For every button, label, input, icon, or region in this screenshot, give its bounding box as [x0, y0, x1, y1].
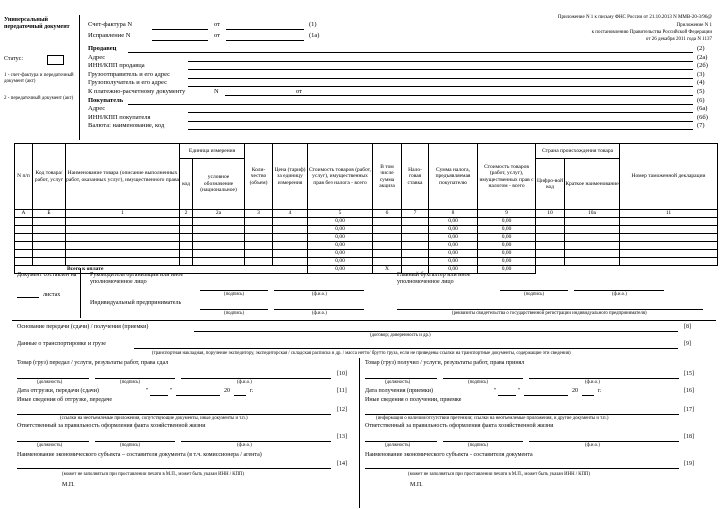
handed-fio-field[interactable] [181, 378, 331, 379]
table-cell[interactable] [536, 234, 565, 242]
table-cell[interactable]: 0,00 [308, 226, 373, 234]
header-field-code: (6а) [697, 105, 708, 113]
ip-label: Индивидуальный предприниматель [90, 300, 182, 306]
head-org-label: Руководитель организации или иное уполномоченное лицо [90, 272, 184, 285]
ship-year-suffix: г. [250, 388, 254, 394]
appendix-note-1: Приложение N 1 к письму ФНС России от 21.10.2013 N ММВ-20-3/96@ [557, 15, 712, 20]
receive-other-code: [17] [684, 407, 694, 413]
table-row [15, 258, 718, 266]
receive-other-note: (информация о наличии/отсутствии претензии; ссылки на неотъемлемые приложения, и другие документы и т.п.) [376, 416, 609, 421]
table-cell[interactable] [402, 242, 429, 250]
table-cell[interactable] [402, 258, 429, 266]
appendix-note-4: от 26 декабря 2011 года N 1137 [645, 37, 712, 42]
entity-left-code: [14] [337, 461, 347, 467]
chief-acc-label: Главный бухгалтер или иное уполномоченное лицо [397, 272, 471, 285]
header-field-label: Продавец [88, 45, 117, 52]
invoice-number-field[interactable] [152, 29, 208, 30]
total-cost-wo-tax: 0,00 [308, 266, 373, 274]
table-cell[interactable]: 0,00 [308, 250, 373, 258]
table-cell[interactable] [536, 258, 565, 266]
table-cell[interactable] [33, 242, 66, 250]
table-cell[interactable] [33, 258, 66, 266]
ship-other-field[interactable] [17, 414, 331, 415]
received-fio-field[interactable] [529, 378, 679, 379]
col-num-11: 11 [620, 210, 718, 218]
header-field-code: (6б) [697, 113, 708, 121]
ship-other-note: (ссылки на неотъемлемые приложения, сопутствующие документы, иные документы и т.п.) [60, 416, 248, 421]
table-cell[interactable] [15, 226, 33, 234]
entity-left-note: (может не заполняться при проставлении печати в М.П., может быть указан ИНН / КПП) [62, 472, 244, 477]
table-cell[interactable] [66, 218, 180, 226]
th-name: Наименование товара (описание выполненных работ, оказанных услуг), имущественного права [66, 144, 180, 210]
table-cell[interactable] [15, 218, 33, 226]
received-position-field[interactable] [365, 378, 437, 379]
table-cell[interactable] [565, 250, 620, 258]
basis-label: Основание передачи (сдачи) / получения (приемки) [17, 324, 149, 330]
ship-date-quote-1: " [146, 388, 149, 394]
header-field-input[interactable] [188, 61, 693, 62]
ip-fio-note: (ф.и.о.) [312, 311, 327, 316]
basis-field[interactable] [194, 331, 678, 332]
table-cell[interactable] [536, 242, 565, 250]
header-divider [79, 15, 80, 140]
table-cell[interactable] [373, 242, 402, 250]
table-cell[interactable] [402, 226, 429, 234]
table-cell[interactable]: 0,00 [308, 218, 373, 226]
receive-date-quote-2: " [518, 388, 521, 394]
total-cost-w-tax: 0,00 [478, 266, 536, 274]
ship-other-code: [12] [337, 407, 347, 413]
table-cell[interactable] [536, 250, 565, 258]
receive-day-field[interactable] [498, 395, 516, 396]
table-cell[interactable] [245, 250, 273, 258]
table-cell[interactable] [66, 234, 180, 242]
th-cost-wo-tax: Стоимость товаров (работ, услуг), имущественных прав без налога - всего [308, 144, 373, 210]
ip-sign-note: (подпись) [224, 311, 244, 316]
table-cell[interactable] [620, 218, 718, 226]
handed-sign-field[interactable] [95, 378, 175, 379]
table-cell[interactable] [565, 242, 620, 250]
table-cell[interactable] [402, 234, 429, 242]
ship-date-label: Дата отгрузки, передачи (сдачи) [17, 388, 99, 394]
received-code: [15] [684, 371, 694, 377]
appendix-note-3: к постановлению Правительства Российской Федерации [591, 30, 712, 35]
th-country: Страна происхождения товара [536, 144, 620, 159]
table-cell[interactable] [193, 242, 245, 250]
header-field-code: (2б) [697, 62, 708, 70]
table-cell[interactable] [33, 250, 66, 258]
header-field-label: ИНН/КПП покупателя [88, 113, 151, 121]
sign-divider [80, 268, 81, 318]
table-cell[interactable] [180, 242, 193, 250]
header-field-input[interactable] [128, 104, 693, 105]
table-cell[interactable]: 0,00 [308, 258, 373, 266]
ship-date-code: [11] [337, 388, 347, 394]
header-field-label: К платежно-расчетному документу [88, 88, 186, 95]
correction-code: (1а) [309, 32, 320, 39]
table-cell[interactable] [180, 226, 193, 234]
handed-sign-note: (подпись) [120, 380, 140, 385]
transport-label: Данные о транспортировке и грузе [17, 341, 106, 347]
doc-title: Универсальный передаточный документ [4, 17, 70, 30]
table-cell[interactable] [66, 258, 180, 266]
received-position-note: (должность) [385, 380, 411, 385]
table-cell[interactable] [33, 226, 66, 234]
received-sign-note: (подпись) [468, 380, 488, 385]
table-cell[interactable] [180, 234, 193, 242]
received-fio-note: (ф.и.о.) [585, 380, 600, 385]
table-cell[interactable] [193, 250, 245, 258]
doc-composed-label: Документ составлен на [17, 272, 77, 278]
header-field-label: Грузополучатель и его адрес [88, 79, 167, 87]
sheets-label: листах [43, 292, 61, 298]
handed-position-field[interactable] [17, 378, 89, 379]
table-cell[interactable]: 0,00 [478, 234, 536, 242]
table-cell[interactable]: 0,00 [478, 242, 536, 250]
col-num-2a: 2а [193, 210, 245, 218]
entity-right-field[interactable] [365, 468, 679, 469]
table-cell[interactable]: 0,00 [429, 258, 478, 266]
stamp-left: М.П. [62, 482, 75, 488]
ship-year-prefix: 20 [224, 388, 230, 394]
correction-from-label: от [214, 32, 221, 39]
table-cell[interactable]: 0,00 [478, 250, 536, 258]
resp-left-position-field[interactable] [17, 441, 89, 442]
header-field-input[interactable] [188, 69, 693, 70]
table-cell[interactable] [245, 242, 273, 250]
table-cell[interactable]: 0,00 [478, 258, 536, 266]
table-cell[interactable] [245, 218, 273, 226]
table-cell[interactable] [565, 234, 620, 242]
correction-label: Исправление N [88, 32, 131, 39]
table-cell[interactable] [620, 258, 718, 266]
resp-right-sign-field[interactable] [443, 441, 523, 442]
chief-sign-field[interactable] [500, 290, 568, 291]
table-cell[interactable] [273, 234, 308, 242]
resp-right-fio-field[interactable] [529, 441, 679, 442]
invoice-label: Счет-фактура N [88, 21, 133, 28]
table-cell[interactable]: 0,00 [429, 242, 478, 250]
col-num-9: 9 [478, 210, 536, 218]
head-fio-field[interactable] [274, 290, 364, 291]
col-num-8: 8 [429, 210, 478, 218]
resp-right-position-note: (должность) [385, 443, 411, 448]
status-label: Статус: [4, 56, 23, 62]
col-num-3: 3 [245, 210, 273, 218]
appendix-note-2: Приложение N 1 [676, 23, 712, 28]
table-cell[interactable] [373, 258, 402, 266]
table-cell[interactable] [66, 250, 180, 258]
table-cell[interactable] [193, 258, 245, 266]
table-cell[interactable]: 0,00 [429, 226, 478, 234]
chief-fio-note: (ф.и.о.) [612, 292, 627, 297]
total-excise: X [373, 266, 402, 274]
correction-number-field[interactable] [152, 40, 208, 41]
header-field-input[interactable] [188, 78, 693, 79]
table-row [15, 234, 718, 242]
head-sign-note: (подпись) [224, 292, 244, 297]
table-cell[interactable] [15, 250, 33, 258]
col-num-4: 4 [273, 210, 308, 218]
resp-left-code: [13] [337, 434, 347, 440]
section-separator [12, 320, 716, 321]
header-field-code: (7) [697, 122, 705, 130]
handed-label: Товар (груз) передал / услуги, результаты работ, права сдал [17, 360, 169, 366]
table-cell[interactable] [33, 234, 66, 242]
receive-year-prefix: 20 [572, 388, 578, 394]
correction-date-field[interactable] [226, 40, 304, 41]
header-field-label: Покупатель [88, 96, 124, 104]
table-cell[interactable] [536, 226, 565, 234]
entity-right-note: (может не заполняться при проставлении печати в М.П., может быть указан ИНН / КПП) [408, 472, 590, 477]
table-cell[interactable] [245, 234, 273, 242]
goods-table [14, 143, 718, 274]
resp-left-position-note: (должность) [37, 443, 63, 448]
table-cell[interactable] [536, 218, 565, 226]
table-cell[interactable] [565, 218, 620, 226]
receive-month-field[interactable] [524, 395, 568, 396]
header-field-code: (3) [697, 70, 705, 78]
th-country-code: Цифро-вой код [536, 159, 565, 210]
header-field-label: ИНН/КПП продавца [88, 62, 145, 70]
total-empty [536, 266, 718, 274]
resp-left-fio-note: (ф.и.о.) [237, 443, 252, 448]
th-unit: Единица измерения [180, 144, 245, 159]
head-fio-note: (ф.и.о.) [312, 292, 327, 297]
header-field-input[interactable] [188, 129, 693, 130]
col-num-5: 5 [308, 210, 373, 218]
table-cell[interactable] [180, 218, 193, 226]
table-cell[interactable]: 0,00 [308, 234, 373, 242]
payment-doc-n-label: N [214, 88, 219, 95]
table-cell[interactable]: 0,00 [478, 226, 536, 234]
table-cell[interactable] [620, 226, 718, 234]
resp-left-sign-note: (подпись) [120, 443, 140, 448]
receive-date-label: Дата получения (приемки) [365, 388, 433, 394]
table-cell[interactable] [193, 226, 245, 234]
basis-note: (договор; доверенность и др.) [370, 333, 431, 338]
th-num: N п/п [15, 144, 33, 210]
th-qty: Коли-чество (объем) [245, 144, 273, 210]
received-sign-field[interactable] [443, 378, 523, 379]
col-num-b: Б [33, 210, 66, 218]
ship-other-label: Иные сведения об отгрузке, передаче [17, 397, 113, 403]
table-cell[interactable] [245, 226, 273, 234]
invoice-date-field[interactable] [226, 29, 304, 30]
payment-doc-from-label: от [296, 88, 303, 95]
transport-note: (транспортная накладная, поручение экспедитору, экспедиторская / складская расписка и др. / масса нетто/ брутто груза, если не приведены ссылки на транспортные документы, содержащие эти сведения) [152, 351, 571, 356]
table-cell[interactable] [620, 234, 718, 242]
status-note-1: 1 - счет-фактура и передаточный документ (акт) [4, 73, 74, 84]
table-row [15, 242, 718, 250]
invoice-code: (1) [309, 21, 317, 28]
entity-left-label: Наименование экономического субъекта – составителя документа (в т.ч. комиссионера / агента) [17, 452, 262, 458]
header-field-code: (2а) [697, 53, 708, 61]
table-cell[interactable] [373, 218, 402, 226]
receive-year-field[interactable] [582, 395, 594, 396]
header-field-code: (4) [697, 79, 705, 87]
th-customs: Номер таможенной декларации [620, 144, 718, 210]
table-cell[interactable] [620, 250, 718, 258]
ip-sign-field[interactable] [200, 309, 268, 310]
receive-date-code: [16] [684, 388, 694, 394]
table-cell[interactable]: 0,00 [429, 250, 478, 258]
sheets-count-field[interactable] [17, 297, 39, 298]
table-cell[interactable] [273, 258, 308, 266]
th-tax: Сумма налога, предъявляемая покупателю [429, 144, 478, 210]
header-field-label: Адрес [88, 53, 106, 61]
header-field-label: Адрес [88, 105, 106, 113]
ip-fio-field[interactable] [274, 309, 364, 310]
resp-left-label: Ответственный за правильность оформления факта хозяйственной жизни [17, 423, 206, 429]
table-cell[interactable] [373, 234, 402, 242]
header-field-label: Грузоотправитель и его адрес [88, 70, 171, 78]
col-num-1: 1 [66, 210, 180, 218]
ip-reg-field[interactable] [397, 309, 703, 310]
table-cell[interactable]: 0,00 [478, 218, 536, 226]
table-cell[interactable] [180, 250, 193, 258]
th-unit-name: условное обозначение (национальное) [193, 159, 245, 210]
table-cell[interactable] [273, 250, 308, 258]
table-cell[interactable] [373, 226, 402, 234]
table-cell[interactable] [180, 258, 193, 266]
table-cell[interactable] [15, 258, 33, 266]
total-label: Всего к оплате [15, 266, 308, 274]
col-num-10: 10 [536, 210, 565, 218]
resp-right-sign-note: (подпись) [468, 443, 488, 448]
ship-day-field[interactable] [150, 395, 168, 396]
ip-reg-note: (реквизиты свидетельства о государственной регистрации индивидуального предпринимателя) [452, 311, 647, 316]
resp-right-position-field[interactable] [365, 441, 437, 442]
th-code: Код товара/ работ, услуг [33, 144, 66, 210]
stamp-right: М.П. [410, 482, 423, 488]
table-cell[interactable]: 0,00 [429, 234, 478, 242]
resp-left-sign-field[interactable] [95, 441, 175, 442]
th-unit-code: код [180, 159, 193, 210]
table-cell[interactable]: 0,00 [429, 218, 478, 226]
table-cell[interactable] [66, 242, 180, 250]
handed-code: [10] [337, 371, 347, 377]
ship-date-quote-2: " [170, 388, 173, 394]
total-tax: 0,00 [429, 266, 478, 274]
header-field-input[interactable] [188, 121, 693, 122]
table-cell[interactable] [620, 242, 718, 250]
table-cell[interactable] [193, 218, 245, 226]
header-field-code: (6) [697, 96, 705, 104]
header-field-input[interactable] [188, 112, 693, 113]
entity-left-field[interactable] [17, 468, 331, 469]
col-num-10a: 10а [565, 210, 620, 218]
chief-sign-note: (подпись) [524, 292, 544, 297]
status-box[interactable] [47, 55, 64, 65]
transport-code: [9] [684, 341, 691, 347]
receive-date-quote-1: " [494, 388, 497, 394]
header-field-code: (5) [697, 88, 705, 95]
resp-right-fio-note: (ф.и.о.) [585, 443, 600, 448]
receive-other-field[interactable] [365, 414, 679, 415]
header-field-input[interactable] [188, 86, 693, 87]
table-cell[interactable] [565, 226, 620, 234]
table-cell[interactable] [402, 250, 429, 258]
chief-fio-field[interactable] [574, 290, 664, 291]
col-num-2: 2 [180, 210, 193, 218]
table-cell[interactable] [273, 226, 308, 234]
header-field-label: Валюта: наименование, код [88, 122, 165, 130]
table-row [15, 226, 718, 234]
table-cell[interactable] [245, 258, 273, 266]
table-cell[interactable] [15, 234, 33, 242]
table-cell[interactable] [193, 234, 245, 242]
ship-month-field[interactable] [176, 395, 220, 396]
table-cell[interactable] [565, 258, 620, 266]
entity-right-label: Наименование экономического субъекта - составителя документа [365, 452, 533, 458]
resp-left-fio-field[interactable] [181, 441, 331, 442]
center-divider [359, 358, 360, 508]
th-country-name: Краткое наименование [565, 159, 620, 210]
th-price: Цена (тариф) за единицу измерения [273, 144, 308, 210]
table-cell[interactable] [373, 250, 402, 258]
th-cost-w-tax: Стоимость товаров (работ, услуг), имущественных прав с налогом - всего [478, 144, 536, 210]
table-row [15, 218, 718, 226]
col-num-7: 7 [402, 210, 429, 218]
col-num-6: 6 [373, 210, 402, 218]
resp-right-label: Ответственный за правильность оформления факта хозяйственной жизни [365, 423, 554, 429]
th-rate: Нало-говая ставка [402, 144, 429, 210]
table-cell[interactable] [402, 218, 429, 226]
table-cell[interactable] [66, 226, 180, 234]
transport-field[interactable] [134, 348, 678, 349]
resp-right-code: [18] [684, 434, 694, 440]
table-cell[interactable] [15, 242, 33, 250]
table-cell[interactable] [273, 242, 308, 250]
table-cell[interactable] [273, 218, 308, 226]
table-cell[interactable] [33, 218, 66, 226]
handed-position-note: (должность) [37, 380, 63, 385]
table-row [15, 250, 718, 258]
header-field-input[interactable] [128, 52, 693, 53]
ship-year-field[interactable] [234, 395, 246, 396]
receive-other-label: Иные сведения о получении, приемке [365, 397, 462, 403]
head-sign-field[interactable] [200, 290, 268, 291]
table-cell[interactable]: 0,00 [308, 242, 373, 250]
header-field-code: (2) [697, 45, 705, 52]
invoice-from-label: от [214, 21, 221, 28]
receive-year-suffix: г. [598, 388, 602, 394]
entity-right-code: [19] [684, 461, 694, 467]
th-excise: В том числе сумма акциза [373, 144, 402, 210]
basis-code: [8] [684, 324, 691, 330]
status-note-2: 2 - передаточный документ (акт) [4, 96, 74, 101]
col-num-a: А [15, 210, 33, 218]
handed-fio-note: (ф.и.о.) [237, 380, 252, 385]
received-label: Товар (груз) получил / услуги, результаты работ, права принял [365, 360, 525, 366]
